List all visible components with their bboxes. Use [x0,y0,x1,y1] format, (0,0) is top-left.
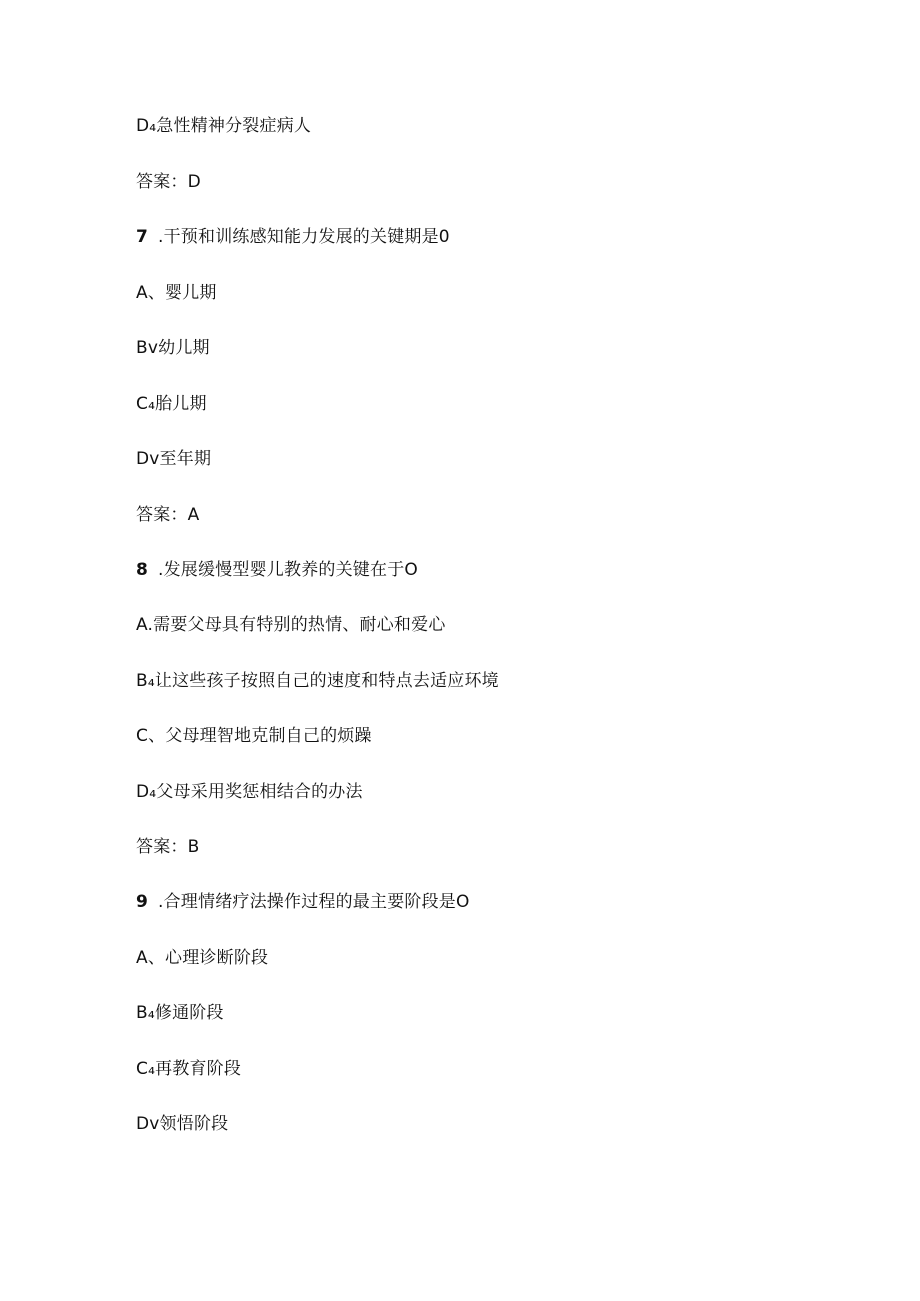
option-d-q9: Dv领悟阶段 [136,1114,229,1134]
question-7 [136,226,450,248]
option-b-q7: Bv幼儿期 [136,338,210,358]
question-9 [136,891,470,913]
answer-q7: 答案：A [136,505,200,525]
question-text: .发展缓慢型婴儿教养的关键在于O [158,560,418,580]
question-text: .合理情绪疗法操作过程的最主要阶段是O [158,892,470,912]
question-number: 7 [136,227,149,247]
option-c-q7: C₄胎儿期 [136,394,207,414]
option-b-q8: B₄让这些孩子按照自己的速度和特点去适应环境 [136,671,499,691]
option-c-q9: C₄再教育阶段 [136,1059,242,1079]
option-a-q8: A.需要父母具有特别的热情、耐心和爱心 [136,615,446,635]
option-a-q9: A、心理诊断阶段 [136,948,269,968]
option-d-q6: D₄急性精神分裂症病人 [136,116,312,136]
option-a-q7: A、婴儿期 [136,283,217,303]
option-c-q8: C、父母理智地克制自己的烦躁 [136,726,372,746]
option-b-q9: B₄修通阶段 [136,1003,224,1023]
answer-q8: 答案：B [136,837,200,857]
answer-q6: 答案：D [136,172,201,192]
question-number: 9 [136,892,149,912]
question-number: 8 [136,560,149,580]
question-8 [136,559,418,581]
option-d-q7: Dv至年期 [136,449,212,469]
option-d-q8: D₄父母采用奖惩相结合的办法 [136,782,363,802]
question-text: .干预和训练感知能力发展的关键期是0 [158,227,450,247]
